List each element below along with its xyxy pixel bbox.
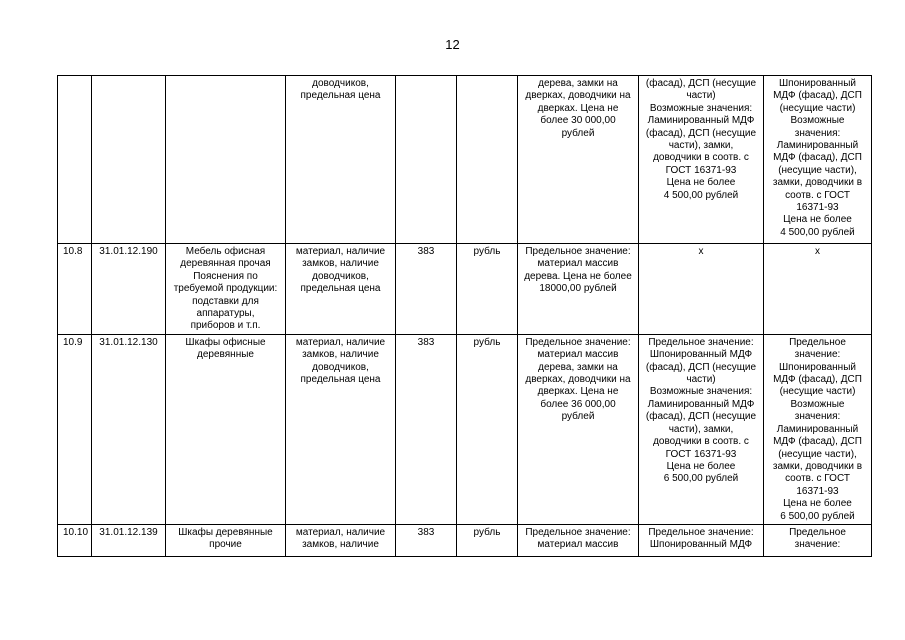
unit-cell: рубль <box>457 334 518 524</box>
page-number: 12 <box>445 37 460 52</box>
ministry-value-cell: Предельное значение: материал массив дерева, замки на дверках, доводчики на дверках. Цена не более 36 000,00 рублей <box>518 334 639 524</box>
okei-code-cell: 383 <box>396 334 457 524</box>
table-row <box>58 244 872 335</box>
okei-code-cell: 383 <box>396 244 457 335</box>
value-a-cell: Предельное значение: Шпонированный МДФ (фасад), ДСП (несущие части) Возможные значения: Ламинированный МДФ (фасад), ДСП (несущие части), замки, доводчики в соотв. с ГОСТ 16371-93 Цена не более 6 500,00 рублей <box>639 334 764 524</box>
product-name-cell <box>166 76 286 244</box>
product-name-cell: Шкафы деревянные прочие <box>166 524 286 556</box>
value-a-cell: (фасад), ДСП (несущие части) Возможные значения: Ламинированный МДФ (фасад), ДСП (несущие части), замки, доводчики в соотв. с ГОСТ 16371-93 Цена не более 4 500,00 рублей <box>639 76 764 244</box>
table-row <box>58 76 872 244</box>
characteristics-cell: материал, наличие замков, наличие доводчиков, предельная цена <box>286 244 396 335</box>
characteristics-cell: материал, наличие замков, наличие <box>286 524 396 556</box>
row-number-cell <box>58 76 92 244</box>
okei-code-cell <box>396 76 457 244</box>
characteristics-cell: материал, наличие замков, наличие доводчиков, предельная цена <box>286 334 396 524</box>
ministry-value-cell: Предельное значение: материал массив <box>518 524 639 556</box>
okpd-code-cell: 31.01.12.190 <box>92 244 166 335</box>
characteristics-cell: доводчиков, предельная цена <box>286 76 396 244</box>
okpd-code-cell: 31.01.12.130 <box>92 334 166 524</box>
unit-cell: рубль <box>457 244 518 335</box>
product-name-cell: Мебель офисная деревянная прочая Пояснения по требуемой продукции: подставки для аппаратуры, приборов и т.п. <box>166 244 286 335</box>
product-name-cell: Шкафы офисные деревянные <box>166 334 286 524</box>
row-number-cell: 10.10 <box>58 524 92 556</box>
table-row <box>58 334 872 524</box>
row-number-cell: 10.9 <box>58 334 92 524</box>
value-b-cell: Шпонированный МДФ (фасад), ДСП (несущие части) Возможные значения: Ламинированный МДФ (фасад), ДСП (несущие части), замки, доводчики в соотв. с ГОСТ 16371-93 Цена не более 4 500,00 рублей <box>764 76 872 244</box>
unit-cell <box>457 76 518 244</box>
requirements-table <box>57 75 872 557</box>
okpd-code-cell: 31.01.12.139 <box>92 524 166 556</box>
value-b-cell: Предельное значение: <box>764 524 872 556</box>
row-number-cell: 10.8 <box>58 244 92 335</box>
value-b-cell: Предельное значение: Шпонированный МДФ (фасад), ДСП (несущие части) Возможные значения: Ламинированный МДФ (фасад), ДСП (несущие части), замки, доводчики в соотв. с ГОСТ 16371-93 Цена не более 6 500,00 рублей <box>764 334 872 524</box>
value-a-cell: Предельное значение: Шпонированный МДФ <box>639 524 764 556</box>
unit-cell: рубль <box>457 524 518 556</box>
ministry-value-cell: дерева, замки на дверках, доводчики на дверках. Цена не более 30 000,00 рублей <box>518 76 639 244</box>
okpd-code-cell <box>92 76 166 244</box>
table-row <box>58 524 872 556</box>
value-a-cell: x <box>639 244 764 335</box>
value-b-cell: x <box>764 244 872 335</box>
ministry-value-cell: Предельное значение: материал массив дерева. Цена не более 18000,00 рублей <box>518 244 639 335</box>
okei-code-cell: 383 <box>396 524 457 556</box>
